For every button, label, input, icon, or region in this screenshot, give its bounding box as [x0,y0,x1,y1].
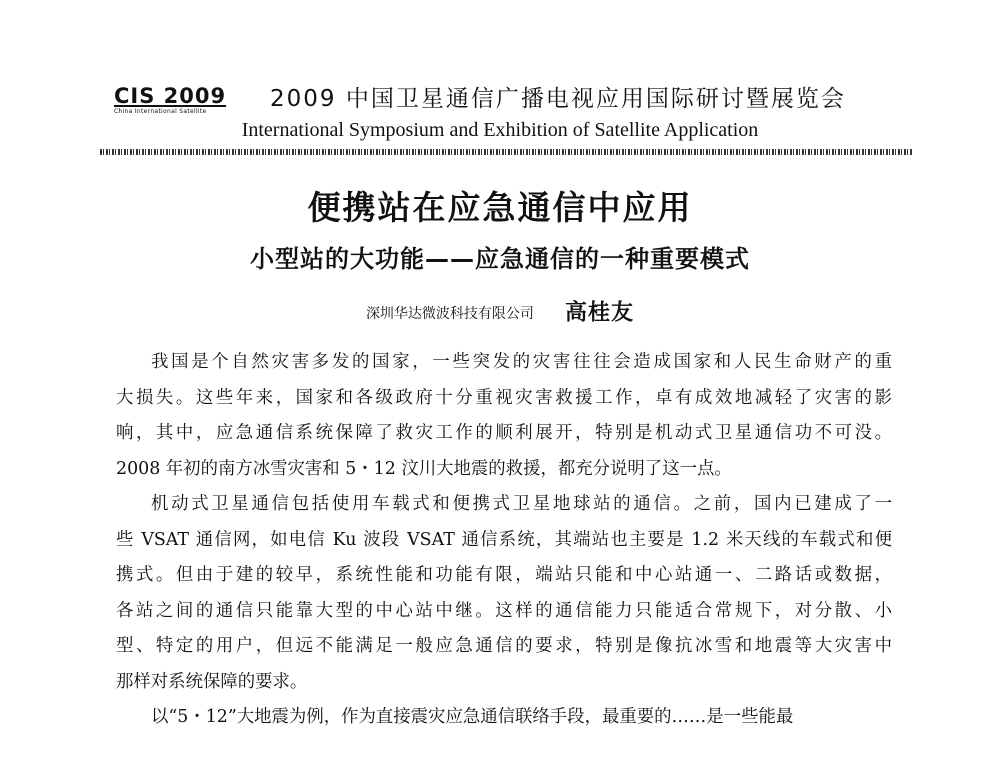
body-line: 各站之间的通信只能靠大型的中心站中继。这样的通信能力只能适合常规下，对分散、小 [116,600,892,621]
author-name: 高桂友 [565,300,635,326]
author-organization: 深圳华达微波科技有限公司 [365,305,534,322]
body-line: 携式。但由于建的较早，系统性能和功能有限，端站只能和中心站通一、二路话或数据， [116,565,892,585]
conference-logo-subtext: China International Satellite [114,108,207,115]
paragraph-2 [116,487,892,700]
body-line: 大损失。这些年来，国家和各级政府十分重视灾害救援工作，卓有成效地减轻了灾害的影 [116,387,892,408]
conference-title-chinese: 2009 中国卫星通信广播电视应用国际研讨暨展览会 [270,86,846,112]
body-line: 2008 年初的南方冰雪灾害和 5・12 汶川大地震的救援，都充分说明了这一点。 [116,458,732,479]
paper-body [116,345,892,736]
byline [0,298,1000,329]
header-divider [100,149,912,155]
body-line: 些 VSAT 通信网，如电信 Ku 波段 VSAT 通信系统，其端站也主要是 1.2 米天线的车载式和便 [116,529,892,550]
body-line: 机动式卫星通信包括使用车载式和便携式卫星地球站的通信。之前，国内已建成了一 [151,494,892,514]
paragraph-1 [116,345,892,487]
body-line: 那样对系统保障的要求。 [116,671,308,692]
conference-logo [114,84,272,120]
conference-title-english: International Symposium and Exhibition of Satellite Application [241,119,759,141]
body-line-partial: 以“5・12”大地震为例，作为直接震灾应急通信联络手段，最重要的……是一些能最 [151,707,794,727]
body-line: 我国是个自然灾害多发的国家，一些突发的灾害往往会造成国家和人民生命财产的重 [151,352,892,372]
paper-subtitle: 小型站的大功能——应急通信的一种重要模式 [250,245,750,273]
conference-logo-text: CIS 2009 [114,84,227,108]
paragraph-3 [116,700,892,736]
paper-title: 便携站在应急通信中应用 [307,188,693,227]
body-line: 响，其中，应急通信系统保障了救灾工作的顺利展开，特别是机动式卫星通信功不可没。 [116,423,892,443]
body-line: 型、特定的用户，但远不能满足一般应急通信的要求，特别是像抗冰雪和地震等大灾害中 [116,636,892,656]
